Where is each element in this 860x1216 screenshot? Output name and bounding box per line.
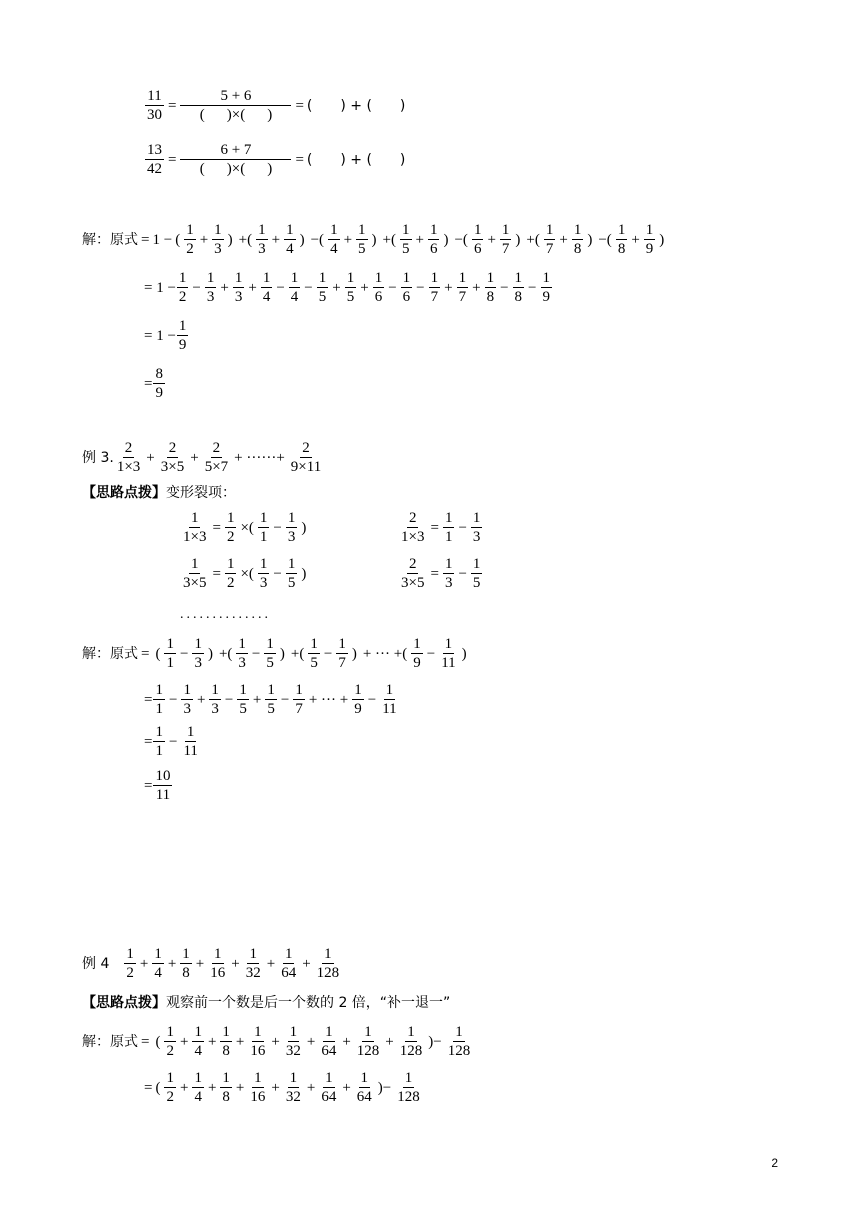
fraction: $\frac{1}{8}$ xyxy=(222,1070,230,1106)
fraction: 2 1×3 xyxy=(116,440,141,476)
operator: ) xyxy=(461,645,467,662)
operator: + xyxy=(306,1079,316,1096)
operator: ) xyxy=(279,645,285,662)
operator: + xyxy=(332,279,341,296)
fraction: 1 1 xyxy=(259,510,268,546)
ex3-solution-line-3: = $\frac{1}{1}$ − $\frac{1}{11}$ xyxy=(144,724,198,760)
fraction: $\frac{1}{128}$ xyxy=(399,1024,423,1060)
fraction: $\frac{1}{6}$ xyxy=(402,270,411,306)
fraction: $\frac{1}{6}$ xyxy=(374,270,383,306)
fraction: $\frac{1}{2}$ xyxy=(226,556,235,592)
operator: + xyxy=(271,1079,280,1096)
fraction: $\frac{1}{3}$ xyxy=(472,510,481,546)
operator: + xyxy=(342,1033,351,1050)
operator: = xyxy=(212,565,221,582)
operator: + xyxy=(196,691,206,708)
fraction: $\frac{1}{64}$ xyxy=(321,1070,337,1106)
fraction: $\frac{1}{8}$ xyxy=(182,946,190,982)
fraction: $\frac{2}{3\times 5}$ xyxy=(401,556,425,592)
operator: )− xyxy=(428,1033,442,1050)
fraction: 1 5 xyxy=(402,222,410,258)
operator: + xyxy=(385,1033,394,1050)
example-label: 例 3. xyxy=(82,450,114,467)
fraction: $\frac{1}{16}$ xyxy=(210,946,226,982)
operator: + xyxy=(179,1079,189,1096)
fraction: $\frac{1}{3}$ xyxy=(183,682,191,718)
operator: − xyxy=(276,279,285,296)
example-label: 例 4 xyxy=(82,956,110,973)
fraction: $\frac{1}{5}$ xyxy=(267,682,275,718)
operator: + xyxy=(220,279,229,296)
operator: ) xyxy=(515,231,521,248)
fraction: $\frac{1}{1\times 3}$ xyxy=(183,510,207,546)
fraction: $\frac{13}{42}$ xyxy=(147,142,162,178)
fraction: 1 3 xyxy=(238,636,246,672)
operator: − xyxy=(416,279,425,296)
fraction: $\frac{1}{11}$ xyxy=(382,682,397,718)
operator: +( xyxy=(526,231,540,248)
split-row-2: $\frac{13}{42}$ = 6 + 7 ( )×( ) = ( ) + ( ) xyxy=(147,142,406,178)
fraction: 1 2 xyxy=(126,946,134,982)
operator: + ······+ xyxy=(234,449,285,466)
operator: ( xyxy=(155,645,161,662)
fraction: 5 + 6 ( )×( ) xyxy=(180,88,291,125)
operator: − xyxy=(323,645,333,662)
fraction: $\frac{1}{128}$ xyxy=(397,1070,420,1106)
operator: − xyxy=(179,645,189,662)
operator: ×( xyxy=(240,565,254,582)
operator: − xyxy=(192,279,201,296)
solution-label: 解：原式 xyxy=(82,232,138,249)
operator: + xyxy=(235,1033,245,1050)
fraction: 1 9 xyxy=(413,636,421,672)
fraction: $\frac{1}{2}$ xyxy=(178,270,187,306)
operator: + xyxy=(415,231,424,248)
solution-label: 解：原式 xyxy=(82,646,138,663)
fraction: $\frac{1}{3\times 5}$ xyxy=(183,556,207,592)
operator: ) xyxy=(227,231,233,248)
fraction: $\frac{1}{4}$ xyxy=(194,1024,202,1060)
fraction: $\frac{1}{7}$ xyxy=(458,270,467,306)
solution-line-3: = 1 − $\frac{1}{9}$ xyxy=(144,318,187,354)
operator: − xyxy=(388,279,397,296)
ex3-solution-line-1: 解：原式 = ( 1 1 − $\frac{1}{3}$ ) +( 1 3 − $\frac{1}{5}$ ) +( 1 5 − $\frac{1}{7}$ ) + ··· +( 1 9 − $\frac{1}{11}$ ) xyxy=(82,636,467,672)
fraction: $\frac{1}{3}$ xyxy=(211,682,219,718)
fraction: 1 3 xyxy=(259,556,268,592)
operator: + xyxy=(487,231,496,248)
fraction: $\frac{1}{3}$ xyxy=(287,510,296,546)
operator: + xyxy=(231,955,240,972)
operator: + xyxy=(271,231,281,248)
operator: = xyxy=(212,519,221,536)
operator: + xyxy=(360,279,369,296)
split-right-2 xyxy=(398,556,483,593)
fraction: $\frac{1}{1}$ xyxy=(444,510,453,546)
fraction: $\frac{1}{32}$ xyxy=(245,946,261,982)
operator: + xyxy=(342,1079,351,1096)
operator: − xyxy=(251,645,261,662)
operator: ) xyxy=(299,231,305,248)
split-left-1 xyxy=(180,510,309,547)
operator: + ··· +( xyxy=(362,645,408,662)
fraction: $\frac{1}{11}$ xyxy=(441,636,456,672)
operator: + xyxy=(207,1033,217,1050)
operator: + xyxy=(266,955,276,972)
operator: + xyxy=(207,1079,217,1096)
fraction: $\frac{1}{4}$ xyxy=(286,222,294,258)
fraction: $\frac{1}{7}$ xyxy=(430,270,439,306)
operator: −( xyxy=(310,231,325,248)
operator: + ··· + xyxy=(308,691,349,708)
operator: − xyxy=(224,691,234,708)
fraction: $\frac{1}{128}$ xyxy=(316,946,340,982)
hint-line xyxy=(82,486,236,500)
fraction: $\frac{1}{16}$ xyxy=(250,1070,266,1106)
operator: ( xyxy=(155,1033,161,1050)
fraction: $\frac{1}{9}$ xyxy=(645,222,654,258)
fraction: 1 5 xyxy=(310,636,318,672)
fraction: $\frac{2}{1\times 3}$ xyxy=(401,510,425,546)
ex4-solution-line-2: = ( 1 2 + $\frac{1}{4}$ + $\frac{1}{8}$ + $\frac{1}{16}$ + $\frac{1}{32}$ + $\frac{1}{64}$ + $\frac{1}{64}$ )− $\frac{1}{128}$ xyxy=(144,1070,420,1106)
operator: + xyxy=(179,1033,189,1050)
fraction: $\frac{1}{5}$ xyxy=(358,222,366,258)
fraction: 1 6 xyxy=(473,222,482,258)
fraction: $\frac{1}{6}$ xyxy=(429,222,438,258)
page-number: 2 xyxy=(771,1156,778,1170)
operator: + xyxy=(252,691,262,708)
operator: +( xyxy=(382,231,396,248)
solution-label: 解：原式 xyxy=(82,1034,138,1051)
operator: ( xyxy=(155,1079,161,1096)
split-row-1: $\frac{11}{30}$ = 5 + 6 ( )×( ) = ( ) + ( ) xyxy=(147,88,406,124)
fraction: $\frac{1}{4}$ xyxy=(154,946,162,982)
operator: + xyxy=(195,955,205,972)
fraction: $\frac{1}{7}$ xyxy=(501,222,510,258)
hint-line-4 xyxy=(82,996,450,1010)
fraction: $\frac{1}{5}$ xyxy=(472,556,481,592)
hint-label: 【思路点拨】 xyxy=(82,995,166,1011)
fraction: $\frac{1}{2}$ xyxy=(226,510,235,546)
operator: + xyxy=(631,231,640,248)
fraction: $\frac{1}{128}$ xyxy=(356,1024,380,1060)
operator: ) xyxy=(351,645,357,662)
operator: − xyxy=(528,279,537,296)
operator: − xyxy=(273,519,282,536)
fraction: 1 2 xyxy=(166,1024,174,1060)
operator: − xyxy=(273,565,282,582)
operator: + xyxy=(199,231,209,248)
fraction: $\frac{1}{3}$ xyxy=(206,270,215,306)
solution-line-2: = 1 − $\frac{1}{2}$ − $\frac{1}{3}$ + $\frac{1}{3}$ + $\frac{1}{4}$ − $\frac{1}{4}$ − $\frac{1}{5}$ + $\frac{1}{5}$ + $\frac{1}{6}$ − $\frac{1}{6}$ − $\frac{1}{7}$ + $\frac{1}{7}$ + $\frac{1}{8}$ − $\frac{1}{8}$ − $\frac{1}{9}$ xyxy=(144,270,551,306)
fraction: 1 4 xyxy=(330,222,338,258)
answer-blanks: ( ) + ( ) xyxy=(306,98,406,115)
fraction: $\frac{1}{32}$ xyxy=(285,1024,301,1060)
fraction: $\frac{1}{64}$ xyxy=(281,946,297,982)
fraction: $\frac{1}{4}$ xyxy=(262,270,271,306)
fraction: $\frac{1}{9}$ xyxy=(354,682,362,718)
fraction: $\frac{1}{3}$ xyxy=(234,270,243,306)
fraction: $\frac{1}{4}$ xyxy=(290,270,299,306)
fraction: $\frac{1}{9}$ xyxy=(542,270,551,306)
operator: + xyxy=(167,955,177,972)
fraction: $\frac{1}{4}$ xyxy=(194,1070,202,1106)
fraction: 1 2 xyxy=(166,1070,174,1106)
example-4-question xyxy=(82,946,342,983)
operator: ) xyxy=(301,519,307,536)
operator: −( xyxy=(454,231,468,248)
solution-line-1: 解：原式 = 1 − ( 1 2 + $\frac{1}{3}$ ) +( 1 3 + $\frac{1}{4}$ ) −( 1 4 + $\frac{1}{5}$ ) +( 1 5 + $\frac{1}{6}$ ) −( 1 6 + $\frac{1}{7}$ ) +( 1 7 + $\frac{1}{8}$ ) −( 1 8 + $\frac{1}{9}$ ) xyxy=(82,222,665,258)
operator: − xyxy=(458,519,467,536)
fraction: $\frac{11}{30}$ xyxy=(147,88,162,124)
operator: ) xyxy=(587,231,593,248)
ex4-solution-line-1: 解：原式 = ( 1 2 + $\frac{1}{4}$ + $\frac{1}{8}$ + $\frac{1}{16}$ + $\frac{1}{32}$ + $\frac{1}{64}$ + $\frac{1}{128}$ + $\frac{1}{128}$ )− $\frac{1}{128}$ xyxy=(82,1024,471,1060)
fraction: $\frac{1}{32}$ xyxy=(285,1070,301,1106)
ex3-solution-line-4: = $\frac{10}{11}$ xyxy=(144,768,171,804)
operator: +( xyxy=(290,645,305,662)
operator: − xyxy=(304,279,313,296)
operator: + xyxy=(306,1033,316,1050)
operator: ) xyxy=(659,231,665,248)
fraction: $\frac{1}{5}$ xyxy=(239,682,247,718)
operator: = xyxy=(430,519,439,536)
fraction: $\frac{1}{8}$ xyxy=(486,270,495,306)
operator: − xyxy=(426,645,436,662)
operator: + xyxy=(559,231,568,248)
operator: − xyxy=(168,733,178,750)
fraction: $\frac{1}{64}$ xyxy=(356,1070,372,1106)
fraction: $\frac{1}{3}$ xyxy=(194,636,202,672)
fraction: $\frac{1}{11}$ xyxy=(183,724,198,760)
fraction: $\frac{2}{9\times 11}$ xyxy=(290,440,322,476)
split-right-1 xyxy=(398,510,483,547)
operator: + xyxy=(472,279,481,296)
fraction: $\frac{1}{5}$ xyxy=(318,270,327,306)
operator: + xyxy=(235,1079,245,1096)
fraction: $\frac{10}{11}$ xyxy=(155,768,171,804)
operator: − xyxy=(280,691,290,708)
operator: + xyxy=(343,231,353,248)
fraction: $\frac{1}{16}$ xyxy=(250,1024,266,1060)
fraction: $\frac{1}{1}$ xyxy=(155,682,163,718)
operator: + xyxy=(248,279,257,296)
operator: + xyxy=(146,449,155,466)
fraction: 1 7 xyxy=(545,222,554,258)
fraction: $\frac{1}{8}$ xyxy=(573,222,582,258)
operator: +( xyxy=(218,645,233,662)
fraction: $\frac{8}{9}$ xyxy=(155,366,163,402)
fraction: $\frac{1}{8}$ xyxy=(222,1024,230,1060)
operator: = xyxy=(430,565,439,582)
fraction: $\frac{1}{3}$ xyxy=(444,556,453,592)
operator: +( xyxy=(238,231,253,248)
fraction: 1 2 xyxy=(186,222,194,258)
solution-line-4: = $\frac{8}{9}$ xyxy=(144,366,163,402)
fraction: $\frac{1}{64}$ xyxy=(321,1024,337,1060)
operator: + xyxy=(271,1033,280,1050)
operator: ) xyxy=(301,565,307,582)
operator: ) xyxy=(443,231,449,248)
fraction: $\frac{1}{8}$ xyxy=(514,270,523,306)
fraction: $\frac{1}{7}$ xyxy=(295,682,303,718)
fraction: $\frac{1}{9}$ xyxy=(178,318,187,354)
fraction: $\frac{1}{3}$ xyxy=(214,222,222,258)
fraction: 1 3 xyxy=(258,222,266,258)
fraction: $\frac{1}{5}$ xyxy=(346,270,355,306)
fraction: $\frac{2}{5\times 7}$ xyxy=(204,440,229,476)
answer-blanks: ( ) + ( ) xyxy=(306,152,406,169)
operator: − xyxy=(367,691,377,708)
fraction: 1 1 xyxy=(166,636,174,672)
fraction: 1 8 xyxy=(617,222,626,258)
fraction: $\frac{1}{128}$ xyxy=(447,1024,471,1060)
fraction: 6 + 7 ( )×( ) xyxy=(180,142,291,179)
operator: ) xyxy=(207,645,213,662)
operator: ( xyxy=(175,231,181,248)
fraction: $\frac{1}{1}$ xyxy=(155,724,163,760)
operator: −( xyxy=(598,231,612,248)
fraction: $\frac{1}{5}$ xyxy=(266,636,274,672)
split-left-2 xyxy=(180,556,309,593)
fraction: $\frac{1}{5}$ xyxy=(287,556,296,592)
operator: − xyxy=(500,279,509,296)
ellipsis: .............. xyxy=(180,607,271,622)
operator: )− xyxy=(377,1079,392,1096)
operator: − xyxy=(168,691,178,708)
operator: − xyxy=(458,565,467,582)
ex3-solution-line-2: = $\frac{1}{1}$ − $\frac{1}{3}$ + $\frac{1}{3}$ − $\frac{1}{5}$ + $\frac{1}{5}$ − $\frac{1}{7}$ + ··· + $\frac{1}{9}$ − $\frac{1}{11}$ xyxy=(144,682,397,718)
example-3-question xyxy=(82,440,324,477)
operator: ×( xyxy=(240,519,254,536)
operator: + xyxy=(302,955,311,972)
hint-text: 观察前一个数是后一个数的 2 倍，“补一退一” xyxy=(166,995,451,1011)
operator: + xyxy=(139,955,149,972)
operator: ) xyxy=(371,231,377,248)
fraction: $\frac{1}{7}$ xyxy=(338,636,346,672)
hint-label: 【思路点拨】 xyxy=(82,485,166,501)
hint-text: 变形裂项： xyxy=(166,485,236,501)
operator: + xyxy=(190,449,199,466)
operator: + xyxy=(444,279,453,296)
fraction: $\frac{2}{3\times 5}$ xyxy=(160,440,185,476)
